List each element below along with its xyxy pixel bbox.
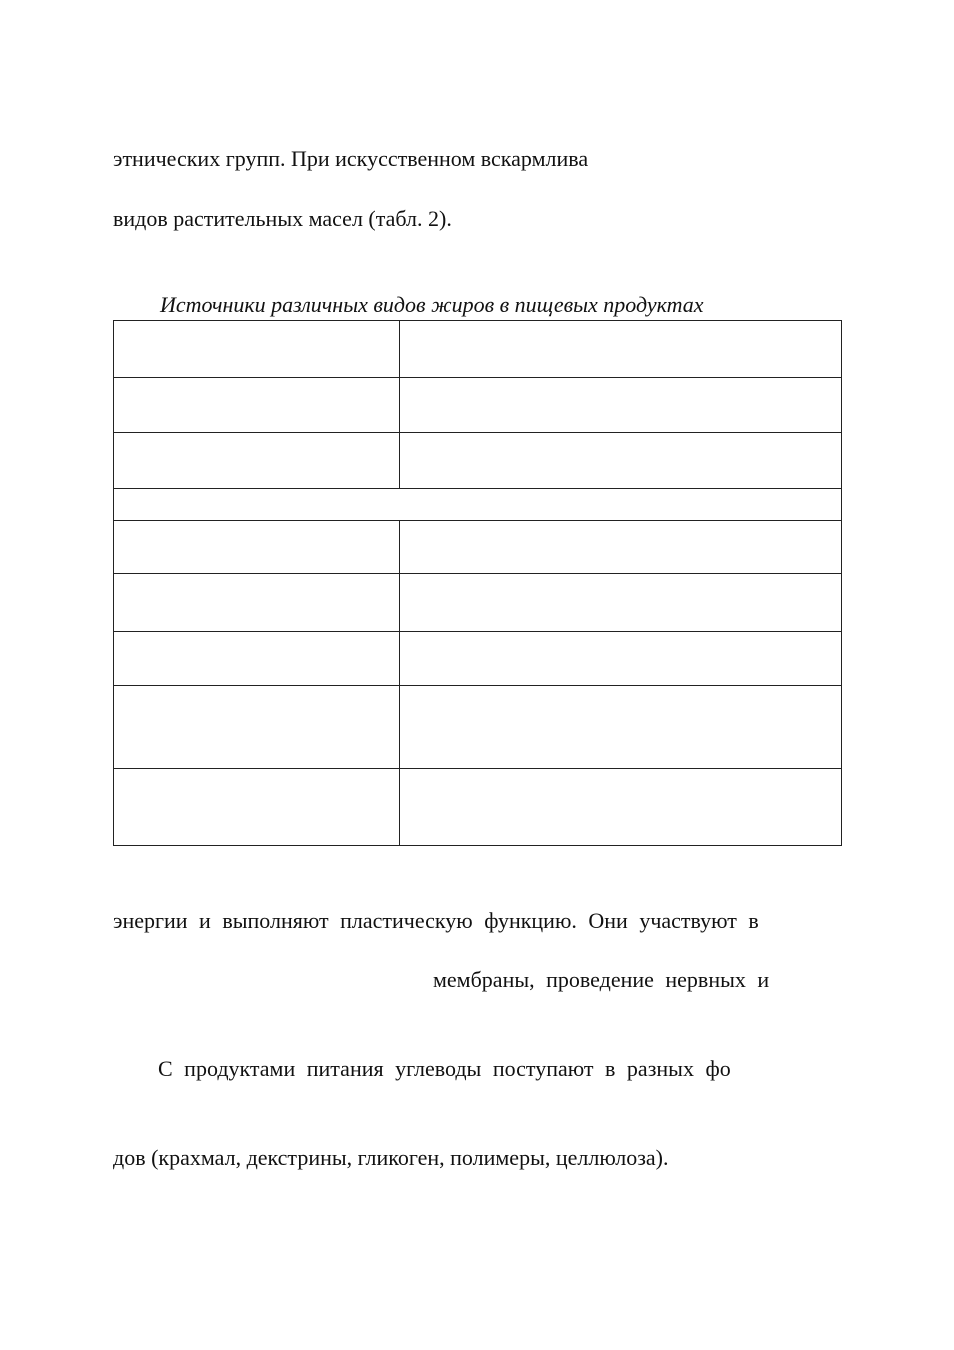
- table-cell: [400, 433, 842, 489]
- table-cell: [114, 321, 400, 378]
- paragraph-line-4: мембраны, проведение нервных и: [433, 967, 770, 992]
- table-cell: [400, 574, 842, 632]
- table-cell: [114, 769, 400, 846]
- table-cell: [400, 521, 842, 574]
- table-row: [114, 521, 842, 574]
- table-caption: Источники различных видов жиров в пищевых продуктах: [160, 292, 704, 317]
- table-section-row: [114, 489, 842, 521]
- paragraph-line-1: этнических групп. При искусственном вскармлива: [113, 146, 589, 171]
- table-cell: [400, 378, 842, 433]
- table-row: [114, 433, 842, 489]
- table-row: [114, 632, 842, 686]
- paragraph-line-5: С продуктами питания углеводы поступают в разных фо: [158, 1056, 731, 1081]
- table-cell: [114, 521, 400, 574]
- table-row: [114, 574, 842, 632]
- fat-sources-table: [113, 320, 842, 846]
- paragraph-line-6: дов (крахмал, декстрины, гликоген, полимеры, целлюлоза).: [113, 1145, 669, 1170]
- table-cell: [400, 686, 842, 769]
- table-cell: [114, 574, 400, 632]
- paragraph-line-3: энергии и выполняют пластическую функцию. Они участвуют в: [113, 908, 759, 933]
- table-row: [114, 378, 842, 433]
- table-cell: [114, 433, 400, 489]
- table-cell: [114, 489, 842, 521]
- paragraph-line-2: видов растительных масел (табл. 2).: [113, 206, 452, 231]
- table-cell: [400, 321, 842, 378]
- table-row: [114, 686, 842, 769]
- table-row: [114, 769, 842, 846]
- table-cell: [400, 769, 842, 846]
- table-cell: [114, 686, 400, 769]
- table-cell: [114, 632, 400, 686]
- table-cell: [400, 632, 842, 686]
- table-cell: [114, 378, 400, 433]
- table-row: [114, 321, 842, 378]
